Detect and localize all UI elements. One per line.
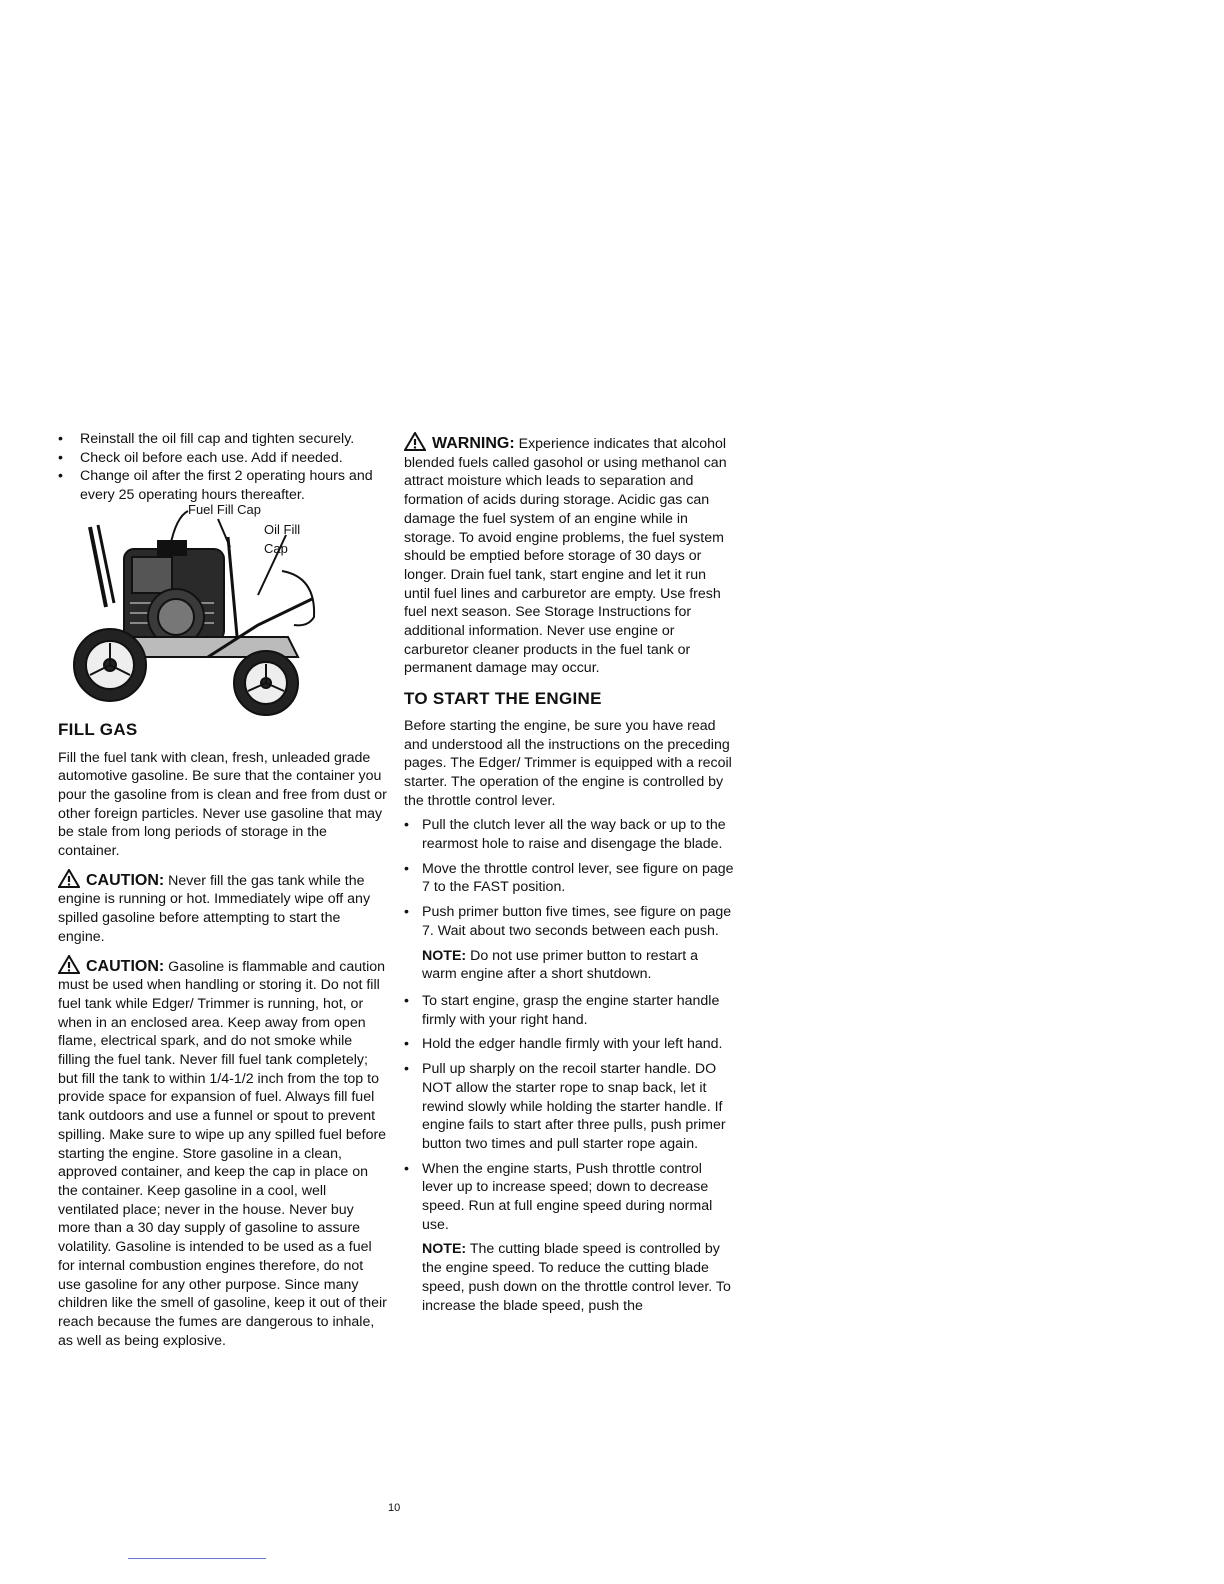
- left-column: [58, 430, 388, 1350]
- caution-block-2: [58, 955, 388, 1351]
- list-item: • Reinstall the oil fill cap and tighten securely.: [58, 430, 388, 449]
- caution-text: Gasoline is flammable and caution must be used when handling or storing it. Do not fill fuel tank while Edger/ Trimmer is running, hot, or when in an enclosed area. Keep away from open flame, electrical spark, and do not smoke while filling the fuel tank. Never fill fuel tank completely; but fill the tank to within 1/4-1/2 inch from the top to provide space for expansion of fuel. Always fill fuel tank outdoors and use a funnel or spout to prevent spilling. Make sure to wipe up any spilled fuel before starting the engine. Store gasoline in a clean, approved container, and keep the cap in place on the container. Keep gasoline in a cool, well ventilated place; never in the house. Never buy more than a 30 day supply of gasoline to assure volatility. Gasoline is intended to be used as a fuel for internal combustion engines therefore, do not use gasoline for any other purpose. Since many children like the smell of gasoline, keep it out of their reach because the fumes are dangerous to inhale, as well as being explosive.: [58, 958, 387, 1349]
- warning-triangle-icon: [404, 432, 426, 451]
- warning-label: WARNING:: [432, 435, 515, 452]
- fill-gas-heading: FILL GAS: [58, 719, 138, 739]
- note-1: [404, 947, 734, 984]
- list-item: • When the engine starts, Push throttle control lever up to increase speed; down to decrease speed. Run at full engine speed during normal use.: [404, 1160, 734, 1235]
- right-column: [404, 432, 734, 1323]
- note-text: Do not use primer button to restart a warm engine after a short shutdown.: [422, 947, 698, 983]
- caution-label: CAUTION:: [86, 871, 165, 889]
- page-number: 10: [388, 1502, 401, 1514]
- list-item: • Pull up sharply on the recoil starter handle. DO NOT allow the starter rope to snap back, let it rewind slowly while holding the starter handle. If engine fails to start after three pulls, push primer button two times and pull starter rope again.: [404, 1060, 734, 1154]
- oil-fill-cap-callout: Oil Fill Cap: [264, 521, 301, 556]
- start-steps-list-b: [404, 992, 734, 1234]
- caution-block-1: [58, 869, 388, 947]
- warning-triangle-icon: [58, 955, 80, 974]
- note-label: NOTE:: [422, 1241, 467, 1258]
- footer-rule: [128, 1558, 266, 1559]
- caution-label: CAUTION:: [86, 957, 165, 975]
- start-steps-list-a: [404, 816, 734, 940]
- list-item: • Check oil before each use. Add if needed.: [58, 449, 388, 468]
- warning-triangle-icon: [58, 869, 80, 888]
- warning-text: Experience indicates that alcohol blended fuels called gasohol or using methanol can attract moisture which leads to separation and formation of acids during storage. Acidic gas can damage the fuel system of an engine while in storage. To avoid engine problems, the fuel system should be emptied before storage of 30 days or longer. Drain fuel tank, start engine and let it run until fuel lines and carburetor are empty. Use fresh fuel next season. See Storage Instructions for additional information. Never use engine or carburetor cleaner products in the fuel tank or permanent damage may occur.: [404, 436, 727, 677]
- note-label: NOTE:: [422, 947, 467, 964]
- list-item: • Move the throttle control lever, see figure on page 7 to the FAST position.: [404, 860, 734, 897]
- fuel-fill-cap-callout: Fuel Fill Cap: [188, 501, 261, 517]
- caution-text: Never fill the gas tank while the engine is running or hot. Immediately wipe off any spilled gasoline before attempting to start the engine.: [58, 872, 371, 945]
- list-item: • Change oil after the first 2 operating hours and every 25 operating hours thereafter.: [58, 467, 388, 504]
- note-2: [404, 1240, 734, 1315]
- list-item: • Push primer button five times, see figure on page 7. Wait about two seconds between each push.: [404, 903, 734, 940]
- start-engine-heading: TO START THE ENGINE: [404, 689, 602, 709]
- start-intro: Before starting the engine, be sure you have read and understood all the instructions on the preceding pages. The Edger/ Trimmer is equipped with a recoil starter. The operation of the engine is controlled by the throttle control lever.: [404, 717, 732, 809]
- list-item: • Hold the edger handle firmly with your left hand.: [404, 1035, 734, 1054]
- warning-block: [404, 432, 734, 678]
- list-item: • Pull the clutch lever all the way back or up to the rearmost hole to raise and disengage the blade.: [404, 816, 734, 853]
- note-text: The cutting blade speed is controlled by the engine speed. To reduce the cutting blade speed, push down on the throttle control lever. To increase the blade speed, push the: [422, 1241, 731, 1314]
- oil-steps-list: [58, 430, 388, 505]
- list-item: • To start engine, grasp the engine starter handle firmly with your right hand.: [404, 992, 734, 1029]
- engine-illustration: [58, 501, 318, 717]
- fill-gas-body: Fill the fuel tank with clean, fresh, unleaded grade automotive gasoline. Be sure that the container you pour the gasoline from is clean and free from dust or other foreign particles. Never use gasoline that may be stale from long periods of storage in the container.: [58, 749, 387, 860]
